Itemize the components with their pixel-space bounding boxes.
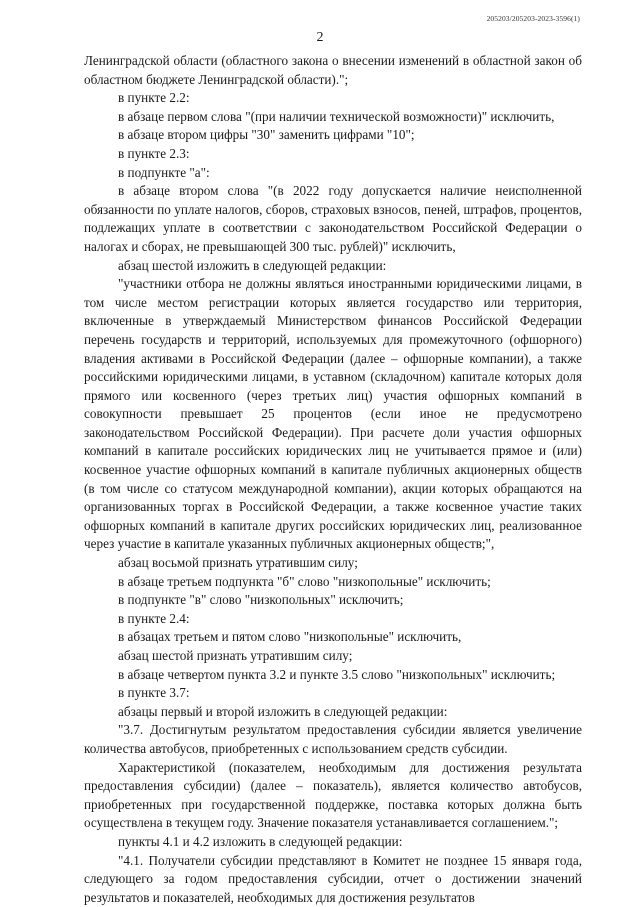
paragraph: Ленинградской области (областного закона о внесении изменений в областной закон об областном бюджете Ленинградской области)."; (84, 53, 582, 87)
paragraph: "4.1. Получатели субсидии представляют в Комитет не позднее 15 января года, следующего за годом предоставления субсидии, отчет о достижении значений результатов и показателей, необходимых для достижения результатов (84, 852, 582, 905)
paragraph: в абзаце втором слова "(в 2022 году допускается наличие неисполненной обязанности по уплате налогов, сборов, страховых взносов, пеней, штрафов, процентов, подлежащих уплате в соответствии с законодательством Российской Федерации о налогах и сборах, не превышающей 300 тыс. рублей)" исключить, (84, 183, 582, 254)
paragraph: абзацы первый и второй изложить в следующей редакции: (118, 703, 448, 719)
paragraph: "участники отбора не должны являться иностранными юридическими лицами, в том числе местом регистрации которых является государство или территория, включенные в утверждаемый Министерством финансов Российской Федерации перечень государств и территорий, используемых для промежуточного (офшорного) владения активами в Российской Федерации (далее – офшорные компании), а также российскими юридическими лицами, в уставном (складочном) капитале которых доля прямого или косвенного (через третьих лиц) участия офшорных компаний в совокупности превышает 25 процентов (если иное не предусмотрено законодательством Российской Федерации). При расчете доли участия офшорных компаний в капитале российских юридических лиц не учитывается прямое и (или) косвенное участие офшорных компаний в капитале публичных акционерных обществ (в том числе со статусом международной компании), акции которых обращаются на организованных торгах в Российской Федерации, а также косвенное участие таких офшорных компаний в капитале других российских юридических лиц, реализованное через участие в капитале указанных публичных акционерных обществ;", (84, 276, 582, 552)
paragraph: в абзацах третьем и пятом слово "низкопольные" исключить, (118, 629, 462, 645)
document-body (84, 52, 582, 907)
paragraph: в абзаце четвертом пункта 3.2 и пункте 3.5 слово "низкопольных" исключить; (118, 666, 556, 682)
paragraph: в абзаце третьем подпункта "б" слово "низкопольные" исключить; (118, 573, 491, 589)
paragraph: в абзаце втором цифры "30" заменить цифрами "10"; (118, 127, 415, 143)
paragraph: в подпункте "в" слово "низкопольных" исключить; (118, 592, 404, 608)
paragraph: абзац шестой признать утратившим силу; (118, 648, 353, 663)
paragraph: в пункте 3.7: (118, 685, 190, 701)
paragraph: абзац шестой изложить в следующей редакции: (118, 257, 387, 273)
paragraph: в пункте 2.3: (118, 145, 190, 161)
paragraph: в подпункте "а": (118, 164, 210, 180)
paragraph: Характеристикой (показателем, необходимым для достижения результата предоставления субсидии) (далее – показатель), является количество автобусов, приобретенных при государственной поддержке, поставка которых должна быть осуществлена в текущем году. Значение показателя устанавливается соглашением."; (84, 759, 582, 831)
paragraph: в пункте 2.2: (118, 90, 190, 106)
paragraph: в пункте 2.4: (118, 610, 190, 626)
paragraph: абзац восьмой признать утратившим силу; (118, 555, 358, 571)
paragraph: "3.7. Достигнутым результатом предоставления субсидии является увеличение количества автобусов, приобретенных с использованием средств субсидии. (84, 722, 582, 756)
document-id: 205203/205203-2023-3596(1) (486, 14, 580, 23)
page-number: 2 (316, 30, 324, 45)
paragraph: пункты 4.1 и 4.2 изложить в следующей редакции: (118, 833, 403, 849)
paragraph: в абзаце первом слова "(при наличии технической возможности)" исключить, (118, 108, 555, 124)
